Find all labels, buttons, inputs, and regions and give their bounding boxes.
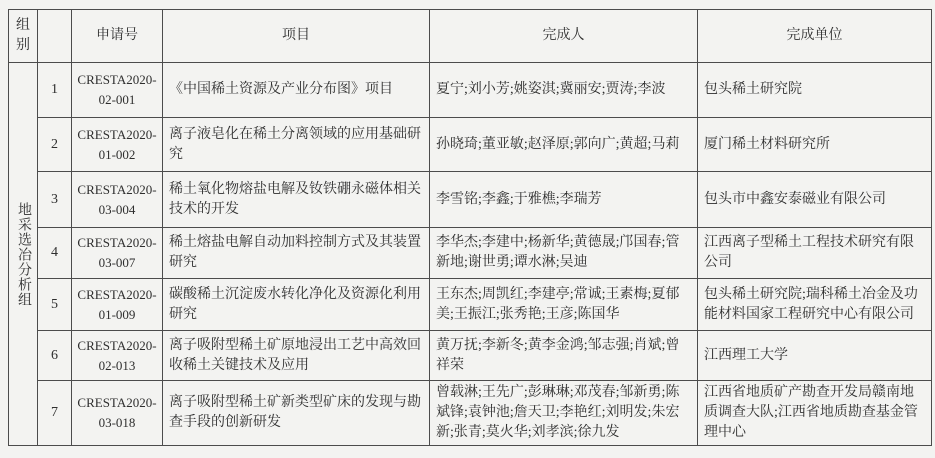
completing-unit: 厦门稀土材料研究所 — [698, 118, 932, 172]
application-number: CRESTA2020-02-013 — [72, 331, 163, 381]
completers: 李华杰;李建中;杨新华;黄德晟;邝国春;管新地;谢世勇;谭水淋;吴迪 — [430, 228, 698, 279]
header-row-number — [38, 10, 72, 63]
completers: 黄万抚;李新冬;黄李金鸿;邹志强;肖斌;曾祥荣 — [430, 331, 698, 381]
project-title: 稀土氧化物熔盐电解及钕铁硼永磁体相关技术的开发 — [163, 172, 430, 228]
completing-unit: 包头稀土研究院 — [698, 63, 932, 118]
row-number: 4 — [38, 228, 72, 279]
application-number: CRESTA2020-01-002 — [72, 118, 163, 172]
table-row — [9, 172, 932, 228]
table-row — [9, 279, 932, 331]
table-row — [9, 228, 932, 279]
row-number: 7 — [38, 381, 72, 446]
header-unit: 完成单位 — [698, 10, 932, 63]
application-number: CRESTA2020-03-004 — [72, 172, 163, 228]
table-row — [9, 381, 932, 446]
completing-unit: 包头市中鑫安泰磁业有限公司 — [698, 172, 932, 228]
table-row — [9, 118, 932, 172]
completing-unit: 江西省地质矿产勘查开发局赣南地质调查大队;江西省地质勘查基金管理中心 — [698, 381, 932, 446]
project-title: 离子吸附型稀土矿新类型矿床的发现与勘查手段的创新研发 — [163, 381, 430, 446]
completing-unit: 江西离子型稀土工程技术研究有限公司 — [698, 228, 932, 279]
application-number: CRESTA2020-03-007 — [72, 228, 163, 279]
application-number: CRESTA2020-01-009 — [72, 279, 163, 331]
row-number: 3 — [38, 172, 72, 228]
table-row — [9, 331, 932, 381]
header-app-no: 申请号 — [72, 10, 163, 63]
header-completers: 完成人 — [430, 10, 698, 63]
group-label-cell — [9, 63, 38, 446]
project-title: 碳酸稀土沉淀废水转化净化及资源化利用研究 — [163, 279, 430, 331]
row-number: 6 — [38, 331, 72, 381]
application-number: CRESTA2020-02-001 — [72, 63, 163, 118]
completers: 王东杰;周凯红;李建亭;常诚;王素梅;夏郁美;王振江;张秀艳;王彦;陈国华 — [430, 279, 698, 331]
completers: 李雪铭;李鑫;于雅樵;李瑞芳 — [430, 172, 698, 228]
project-title: 离子吸附型稀土矿原地浸出工艺中高效回收稀土关键技术及应用 — [163, 331, 430, 381]
row-number: 5 — [38, 279, 72, 331]
projects-table — [8, 9, 932, 446]
row-number: 2 — [38, 118, 72, 172]
application-number: CRESTA2020-03-018 — [72, 381, 163, 446]
project-title: 稀土熔盐电解自动加料控制方式及其装置研究 — [163, 228, 430, 279]
group-label: 地采选冶分析组 — [16, 201, 31, 307]
completing-unit: 包头稀土研究院;瑞科稀土冶金及功能材料国家工程研究中心有限公司 — [698, 279, 932, 331]
project-title: 《中国稀土资源及产业分布图》项目 — [163, 63, 430, 118]
header-group: 组别 — [9, 10, 38, 63]
row-number: 1 — [38, 63, 72, 118]
project-title: 离子液皂化在稀土分离领域的应用基础研究 — [163, 118, 430, 172]
header-project: 项目 — [163, 10, 430, 63]
header-row — [9, 10, 932, 63]
completers: 夏宁;刘小芳;姚姿淇;冀丽安;贾涛;李波 — [430, 63, 698, 118]
completers: 曾载淋;王先广;彭琳琳;邓茂春;邹新勇;陈斌锋;袁钟池;詹天卫;李艳红;刘明发;朱宏新;张青;莫火华;刘孝滨;徐九发 — [430, 381, 698, 446]
completing-unit: 江西理工大学 — [698, 331, 932, 381]
completers: 孙晓琦;董亚敏;赵泽原;郭向广;黄超;马莉 — [430, 118, 698, 172]
table-row — [9, 63, 932, 118]
